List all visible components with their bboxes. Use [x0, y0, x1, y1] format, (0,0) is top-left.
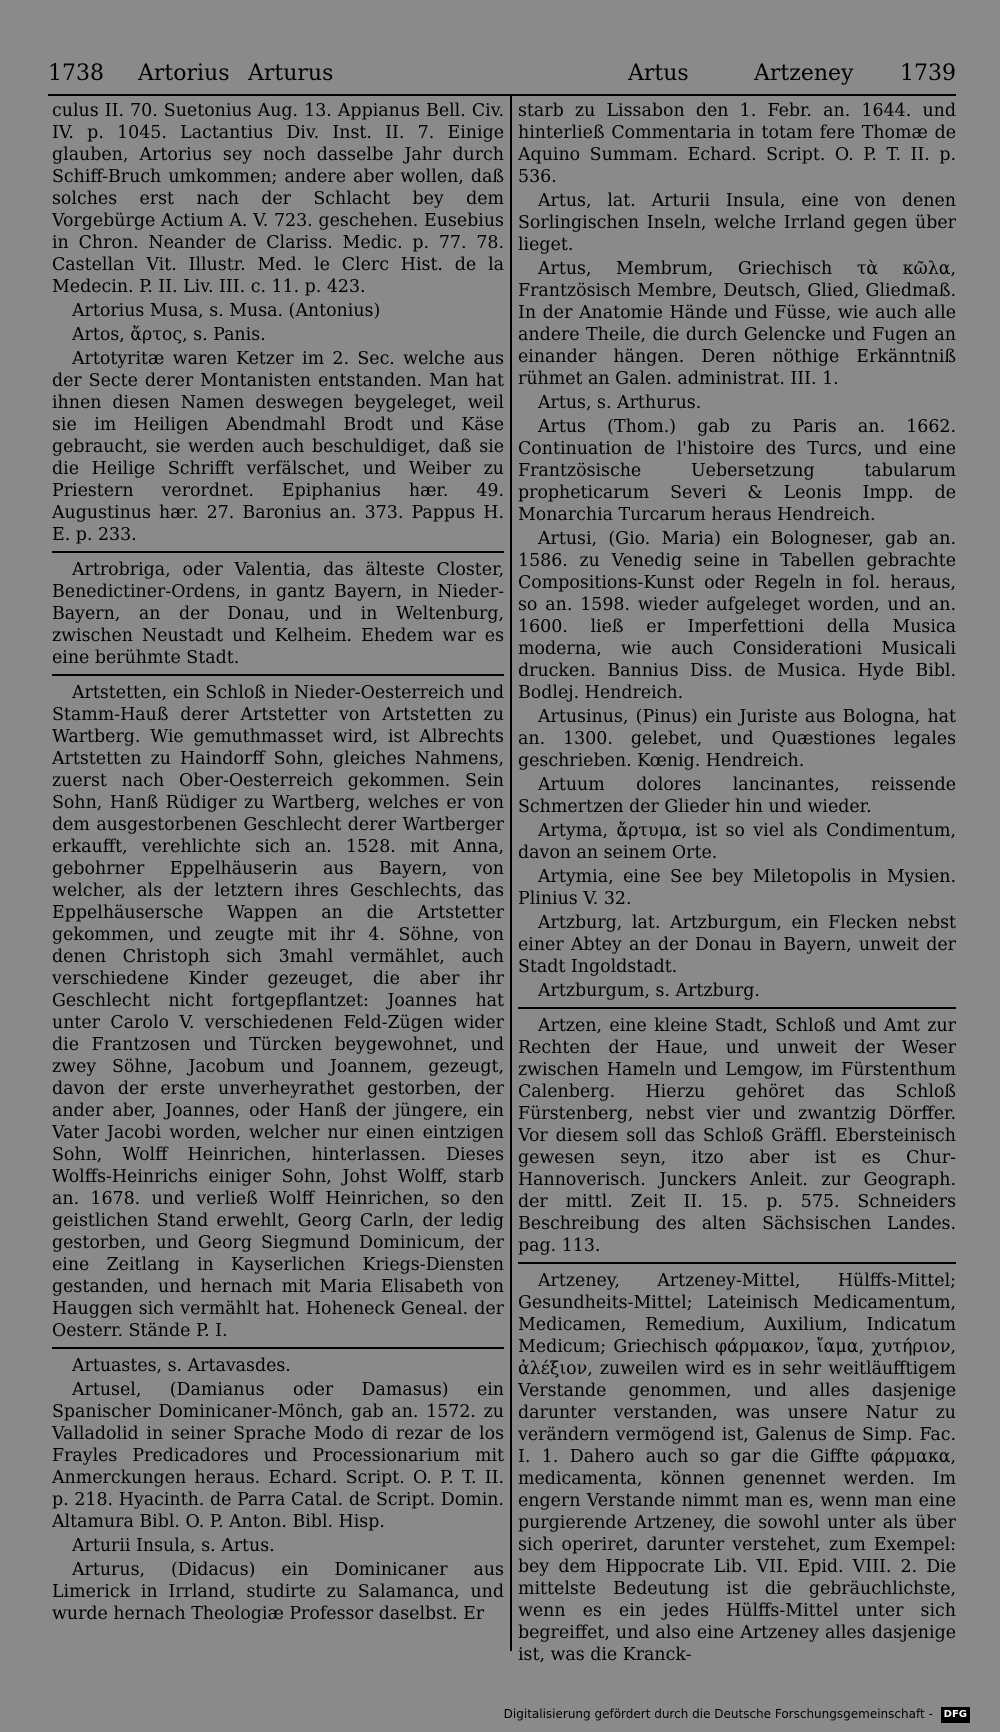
dictionary-entry: Artstetten, ein Schloß in Nieder-Oesterreich und Stamm-Hauß derer Artstetter von Artstetten zu Wartberg. Wie gemuthmasset wird, ist Albrechts Artstetten zu Haindorff Sohn, gleiches Nahmens, zuerst nach Ober-Oesterreich gekommen. Sein Sohn, Hanß Rüdiger zu Wartberg, welches er von dem ausgestorbenen Geschlecht derer Wartberger erkaufft, verehlichte sich an. 1528. mit Anna, gebohrner Eppelhäuserin aus Bayern, von welcher, als der letztern ihres Geschlechts, das Eppelhäusersche Wappen an die Artstetter gekommen, und zeugte mit ihr 4. Söhne, von denen Christoph sich 3mahl vermählet, auch verschiedene Kinder gezeuget, die aber ihr Geschlecht nicht fortgepflantzet: Joannes hat unter Carolo V. verschiedenen Feld-Zügen wider die Frantzosen und Türcken beygewohnet, und zwey Söhne, Jacobum und Joannem, gezeugt, davon der erste unverheyrathet gestorben, der ander aber, Joannes, oder Hanß der jüngere, ein Vater Jacobi worden, welcher nur einen eintzigen Sohn, Wolff Heinrichen, hinterlassen. Dieses Wolffs-Heinrichs einiger Sohn, Johst Wolff, starb an. 1678. und verließ Wolff Heinrichen, so den geistlichen Stand erwehlt, Georg Carln, der ledig gestorben, und Georg Siegmund Dominicum, der eine Zeitlang in Kayserlichen Kriegs-Diensten gestanden, und hernach mit Maria Elisabeth von Hauggen sich vermählt hat. Hoheneck Geneal. der Oesterr. Stände P. I. [52, 683, 504, 1341]
dictionary-entry: Artus, lat. Arturii Insula, eine von denen Sorlingischen Inseln, welche Irrland gegen über lieget. [518, 191, 956, 255]
dictionary-entry: Artus, s. Arthurus. [538, 393, 702, 413]
dictionary-entry: Artyma, ἄρτυμα, ist so viel als Condimentum, davon an seinem Orte. [518, 821, 956, 863]
page-header [48, 58, 956, 90]
right-column [518, 100, 956, 1665]
dictionary-entry: Artusel, (Damianus oder Damasus) ein Spanischer Dominicaner-Mönch, gab an. 1572. zu Valladolid in seiner Sprache Modo di rezar de los Frayles Predicadores und Processionarium mit Anmerckungen heraus. Echard. Script. O. P. T. II. p. 218. Hyacinth. de Parra Catal. de Script. Domin. Altamura Bibl. O. P. Anton. Bibl. Hisp. [52, 1380, 504, 1532]
dictionary-entry: Artzen, eine kleine Stadt, Schloß und Amt zur Rechten der Haue, und unweit der Weser zwischen Hameln und Lemgow, im Fürstenthum Calenberg. Hierzu gehöret das Schloß Fürstenberg, nebst vier und zwantzig Dörffer. Vor diesem soll das Schloß Gräffl. Ebersteinisch gewesen seyn, itzo aber ist es Chur-Hannoverisch. Junckers Anleit. zur Geograph. der mittl. Zeit II. 15. p. 575. Schneiders Beschreibung des alten Sächsischen Landes. pag. 113. [518, 1016, 956, 1256]
dictionary-entry: starb zu Lissabon den 1. Febr. an. 1644. und hinterließ Commentaria in totam fere Thomæ de Aquino Summam. Echard. Script. O. P. T. II. p. 536. [518, 101, 956, 187]
dictionary-entry: Artzburgum, s. Artzburg. [538, 981, 760, 1001]
dictionary-entry: culus II. 70. Suetonius Aug. 13. Appianus Bell. Civ. IV. p. 1045. Lactantius Div. Inst. II. 7. Einige glauben, Artorius sey noch dasselbe Jahr durch Schiff-Bruch umkommen; andere aber wollen, daß solches erst nach der Schlacht bey dem Vorgebürge Actium A. V. 723. geschehen. Eusebius in Chron. Neander de Clariss. Medic. p. 77. 78. Castellan Vit. Illustr. Med. le Clerc Hist. de la Medecin. P. II. Liv. III. c. 11. p. 423. [52, 101, 504, 297]
dictionary-entry: Artuastes, s. Artavasdes. [72, 1356, 291, 1376]
left-keyword-2: Arturus [248, 61, 334, 86]
dictionary-entry: Arturii Insula, s. Artus. [72, 1536, 275, 1556]
dictionary-entry: Artotyritæ waren Ketzer im 2. Sec. welche aus der Secte derer Montanisten entstanden. Man hat ihnen diesen Namen deswegen beygeleget, weil sie im Heiligen Abendmahl Brodt und Käse gebraucht, sie werden auch beschuldiget, daß sie die Heilige Schrifft verfälschet, und Weiber zu Priestern verordnet. Epiphanius hær. 49. Augustinus hær. 27. Baronius an. 373. Pappus H. E. p. 233. [52, 349, 504, 545]
dictionary-entry: Artus, Membrum, Griechisch τὰ κῶλα, Frantzösisch Membre, Deutsch, Glied, Gliedmaß. In der Anatomie Hände und Füsse, wie auch alle andere Theile, die durch Gelencke und Fugen an einander hängen. Deren nöthige Erkänntniß rühmet an Galen. administrat. III. 1. [518, 259, 956, 389]
dictionary-entry: Arturus, (Didacus) ein Dominicaner aus Limerick in Irrland, studirte zu Salamanca, und wurde hernach Theologiæ Professor daselbst. Er [52, 1560, 504, 1624]
dictionary-entry: Artos, ἄρτος, s. Panis. [72, 325, 266, 345]
dictionary-entry: Artymia, eine See bey Miletopolis in Mysien. Plinius V. 32. [518, 867, 956, 909]
dictionary-entry: Artzburg, lat. Artzburgum, ein Flecken nebst einer Abtey an der Donau in Bayern, unweit der Stadt Ingoldstadt. [518, 913, 956, 977]
dictionary-entry: Artusinus, (Pinus) ein Juriste aus Bologna, hat an. 1300. gelebet, und Quæstiones legales geschrieben. Kœnig. Hendreich. [518, 707, 956, 771]
left-keyword-1: Artorius [138, 61, 230, 86]
dictionary-entry: Artrobriga, oder Valentia, das älteste Closter, Benedictiner-Ordens, in gantz Bayern, in Nieder-Bayern, an der Donau, und in Weltenburg, zwischen Neustadt und Kelheim. Ehedem war es eine berühmte Stadt. [52, 560, 504, 668]
entry-separator-rule [518, 1262, 956, 1264]
right-keyword-1: Artus [628, 61, 689, 86]
entry-separator-rule [52, 674, 504, 676]
dictionary-entry: Artus (Thom.) gab zu Paris an. 1662. Continuation de l'histoire des Turcs, und eine Frantzösische Uebersetzung tabularum propheticarum Severi & Leonis Impp. de Monarchia Turcarum heraus Hendreich. [518, 417, 956, 525]
right-page-number: 1739 [900, 61, 956, 86]
left-column [52, 100, 504, 1648]
entry-separator-rule [52, 551, 504, 553]
dictionary-entry: Artorius Musa, s. Musa. (Antonius) [72, 301, 381, 321]
right-keyword-2: Artzeney [754, 61, 854, 86]
header-rule [48, 94, 956, 96]
dictionary-entry: Artuum dolores lancinantes, reissende Schmertzen der Glieder hin und wieder. [518, 775, 956, 817]
dictionary-entry: Artzeney, Artzeney-Mittel, Hülffs-Mittel; Gesundheits-Mittel; Lateinisch Medicamentum, Medicamen, Remedium, Auxilium, Indicatum Medicum; Griechisch φάρμακον, ἴαμα, χυτήριον, ἀλέξιον, zuweilen wird es in sehr weitläufftigem Verstande genommen, und alles dasjenige darunter verstanden, was unsere Natur zu verändern vermögend ist, Galenus de Simp. Fac. I. 1. Dahero auch so gar die Giffte φάρμακα, medicamenta, können genennet werden. Im engern Verstande nimmt man es, wenn man eine purgierende Artzeney, die sowohl unter als über sich operiret, darunter verstehet, zum Exempel: bey dem Hippocrate Lib. VII. Epid. VIII. 2. Die mittelste Bedeutung ist die gebräuchlichste, wenn es ein jedes Hülffs-Mittel unter sich begreiffet, und also eine Artzeney alles dasjenige ist, was die Kranck- [518, 1271, 956, 1665]
dictionary-entry: Artusi, (Gio. Maria) ein Bologneser, gab an. 1586. zu Venedig seine in Tabellen gebrachte Compositions-Kunst oder Regeln in fol. heraus, so an. 1598. wieder aufgeleget worden, und an. 1600. ließ er Imperfettioni della Musica moderna, wie auch Considerationi Musicali drucken. Bannius Diss. de Musica. Hyde Bibl. Bodlej. Hendreich. [518, 529, 956, 703]
dfg-logo: DFG [941, 1707, 970, 1723]
footer-text: Digitalisierung gefördert durch die Deutsche Forschungsgemeinschaft - [503, 1707, 933, 1721]
column-divider [510, 96, 512, 1651]
digitization-footer [504, 1704, 970, 1724]
entry-separator-rule [518, 1007, 956, 1009]
left-page-number: 1738 [48, 61, 104, 86]
entry-separator-rule [52, 1347, 504, 1349]
